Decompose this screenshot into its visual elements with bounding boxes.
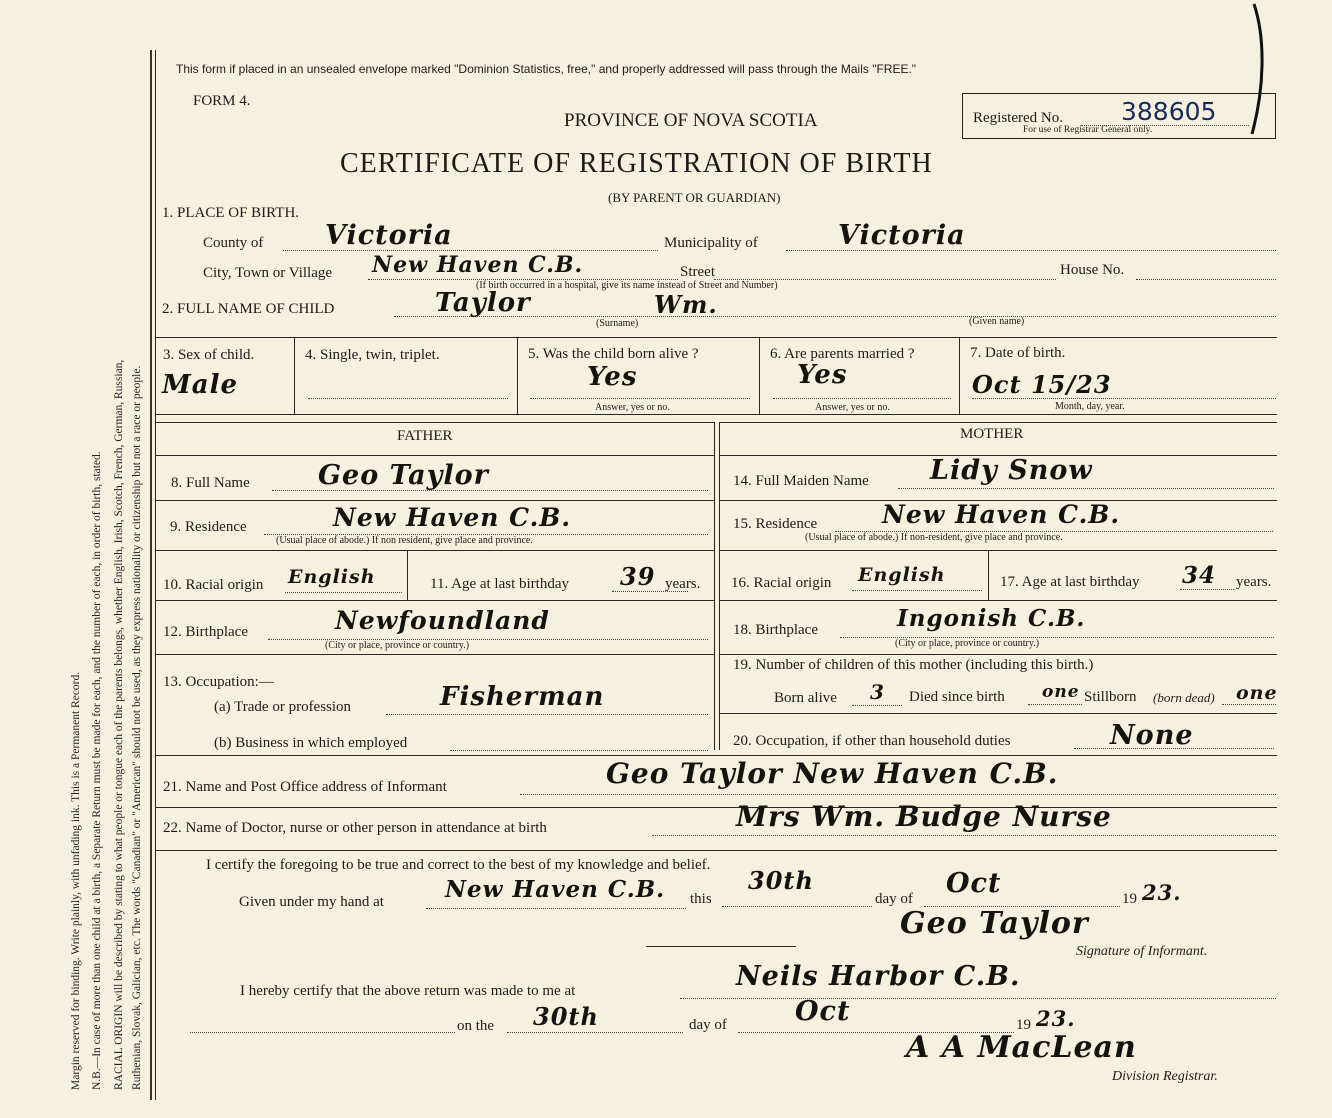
informant-label: 21. Name and Post Office address of Informant <box>163 779 447 795</box>
father-birthplace-note: (City or place, province or country.) <box>325 640 470 651</box>
certificate-subtitle: (BY PARENT OR GUARDIAN) <box>608 190 781 205</box>
father-racial-label: 10. Racial origin <box>163 577 264 593</box>
plurality-label: 4. Single, twin, triplet. <box>305 347 440 363</box>
province-heading: PROVINCE OF NOVA SCOTIA <box>564 110 818 131</box>
parents-married-answer: Yes <box>797 360 848 390</box>
house-no-label: House No. <box>1060 262 1125 278</box>
mother-age-years: years. <box>1236 574 1272 590</box>
mother-residence-value: New Haven C.B. <box>882 500 1121 529</box>
mother-residence-label: 15. Residence <box>733 516 818 532</box>
given-year-value: 23. <box>1142 880 1182 905</box>
street-label: Street <box>680 264 715 280</box>
father-birthplace-value: Newfoundland <box>335 606 550 635</box>
date-of-birth-note: Month, day, year. <box>1055 401 1125 412</box>
registrar-on-label: on the <box>457 1018 495 1034</box>
registration-box <box>962 93 1276 139</box>
informant-signature-label: Signature of Informant. <box>1076 944 1208 959</box>
trade-value: Fisherman <box>440 682 605 712</box>
municipality-label: Municipality of <box>664 235 758 251</box>
registrar-place-value: Neils Harbor C.B. <box>736 961 1021 992</box>
father-age-label: 11. Age at last birthday <box>430 576 569 592</box>
stillborn-count: one <box>1236 682 1278 704</box>
mother-name-value: Lidy Snow <box>930 455 1093 486</box>
county-label: County of <box>203 235 264 251</box>
attendant-value: Mrs Wm. Budge Nurse <box>736 800 1112 833</box>
margin-note-nationality: Ruthenian, Slovak, Galician, etc. The words "Canadian" or "American" should not be used, as they express nationality or citizenship but not a race or people. <box>131 365 143 1090</box>
child-given-name: Wm. <box>654 290 718 319</box>
registrar-day-of-label: day of <box>689 1017 727 1033</box>
margin-note-binding: Margin reserved for binding. Write plainly, with unfading ink. This is a Permanent Record. <box>70 671 82 1090</box>
mother-occupation-label: 20. Occupation, if other than household duties <box>733 733 1011 749</box>
mother-abode-note: (Usual place of abode.) If non-resident, give place and province. <box>805 532 1063 543</box>
registrar-day-value: 30th <box>533 1002 599 1031</box>
certificate-title: CERTIFICATE OF REGISTRATION OF BIRTH <box>340 148 933 179</box>
place-of-birth-label: 1. PLACE OF BIRTH. <box>162 205 300 221</box>
mother-birthplace-note: (City or place, province or country.) <box>895 638 1040 649</box>
sex-value: Male <box>162 370 239 400</box>
registrar-signature-label: Division Registrar. <box>1112 1069 1218 1084</box>
father-residence-label: 9. Residence <box>170 519 247 535</box>
registrar-year-value: 23. <box>1036 1006 1076 1031</box>
mother-age-value: 34 <box>1182 562 1217 589</box>
margin-note-multiple-births: N.B.—In case of more than one child at a birth, a Separate Return must be made for each, and the number of each, in order of birth, stated. <box>91 451 103 1090</box>
father-birthplace-label: 12. Birthplace <box>163 624 248 640</box>
trade-label: (a) Trade or profession <box>214 699 352 715</box>
mother-name-label: 14. Full Maiden Name <box>733 473 869 489</box>
parents-married-question: 6. Are parents married ? <box>770 346 915 362</box>
given-name-note: (Given name) <box>969 316 1025 327</box>
father-residence-value: New Haven C.B. <box>333 503 572 532</box>
father-name-value: Geo Taylor <box>318 460 489 491</box>
certification-statement: I certify the foregoing to be true and correct to the best of my knowledge and belief. <box>206 857 711 873</box>
father-heading: FATHER <box>397 428 453 444</box>
born-alive-count: 3 <box>870 680 885 704</box>
child-name-label: 2. FULL NAME OF CHILD <box>162 301 335 317</box>
hospital-note: (If birth occurred in a hospital, give its name instead of Street and Number) <box>476 280 778 291</box>
registrar-statement: I hereby certify that the above return was made to me at <box>240 983 576 999</box>
this-label: this <box>690 891 712 907</box>
date-of-birth-label: 7. Date of birth. <box>970 345 1066 361</box>
postal-notice: This form if placed in an unsealed envelope marked "Dominion Statistics, free," and properly addressed will pass through the Mails "FREE." <box>176 62 917 76</box>
informant-value: Geo Taylor New Haven C.B. <box>606 757 1059 790</box>
given-under-hand-label: Given under my hand at <box>239 894 384 910</box>
mother-birthplace-value: Ingonish C.B. <box>897 605 1086 632</box>
sex-label: 3. Sex of child. <box>163 347 255 363</box>
registered-no-value: 388605 <box>1121 97 1217 126</box>
county-value: Victoria <box>325 220 453 251</box>
born-alive-question: 5. Was the child born alive ? <box>528 346 699 362</box>
registrar-note: For use of Registrar General only. <box>1023 125 1153 135</box>
city-value: New Haven C.B. <box>372 252 584 278</box>
given-day-of-label: day of <box>875 891 913 907</box>
born-alive-answer: Yes <box>587 362 638 392</box>
father-abode-note: (Usual place of abode.) If non resident, give place and province. <box>276 535 533 546</box>
father-name-label: 8. Full Name <box>171 475 250 491</box>
mother-occupation-value: None <box>1110 720 1194 751</box>
registrar-year-prefix: 19 <box>1016 1017 1031 1033</box>
stillborn-note: (born dead) <box>1153 690 1215 705</box>
attendant-label: 22. Name of Doctor, nurse or other person in attendance at birth <box>163 820 547 836</box>
children-count-label: 19. Number of children of this mother (including this birth.) <box>733 657 1094 673</box>
stillborn-label: Stillborn <box>1084 689 1137 705</box>
pen-stroke-mark <box>1240 0 1280 140</box>
died-since-birth-label: Died since birth <box>909 689 1005 705</box>
father-age-years: years. <box>665 576 701 592</box>
municipality-value: Victoria <box>838 220 966 251</box>
mother-racial-label: 16. Racial origin <box>731 575 832 591</box>
mother-birthplace-label: 18. Birthplace <box>733 622 818 638</box>
mother-racial-value: English <box>858 564 946 586</box>
business-label: (b) Business in which employed <box>214 735 408 751</box>
given-year-prefix: 19 <box>1122 891 1137 907</box>
died-since-birth-count: one <box>1042 682 1080 702</box>
given-month-value: Oct <box>946 868 1002 899</box>
city-label: City, Town or Village <box>203 265 333 281</box>
informant-signature: Geo Taylor <box>900 906 1089 941</box>
mother-age-label: 17. Age at last birthday <box>1000 574 1140 590</box>
born-alive-note: Answer, yes or no. <box>595 402 670 413</box>
form-number: FORM 4. <box>193 93 251 109</box>
born-alive-count-label: Born alive <box>774 690 837 706</box>
margin-rule-inner <box>155 50 156 1100</box>
father-racial-value: English <box>288 566 376 588</box>
registered-no-label: Registered No. <box>973 110 1063 126</box>
date-of-birth-value: Oct 15/23 <box>972 370 1112 399</box>
father-occupation-label: 13. Occupation:— <box>163 674 274 690</box>
margin-note-racial-origin: RACIAL ORIGIN will be described by stating to what people or tongue each of the parents belongs, whether English, Irish, Scotch, French, German, Russian, <box>113 359 125 1090</box>
child-surname: Taylor <box>435 288 531 318</box>
parents-married-note: Answer, yes or no. <box>815 402 890 413</box>
father-age-value: 39 <box>620 562 656 591</box>
registrar-signature: A A MacLean <box>906 1030 1137 1065</box>
registrar-month-value: Oct <box>795 996 851 1027</box>
surname-note: (Surname) <box>596 318 639 329</box>
mother-heading: MOTHER <box>960 426 1024 442</box>
given-place-value: New Haven C.B. <box>445 876 666 903</box>
given-day-value: 30th <box>748 866 814 895</box>
margin-rule <box>150 50 152 1100</box>
